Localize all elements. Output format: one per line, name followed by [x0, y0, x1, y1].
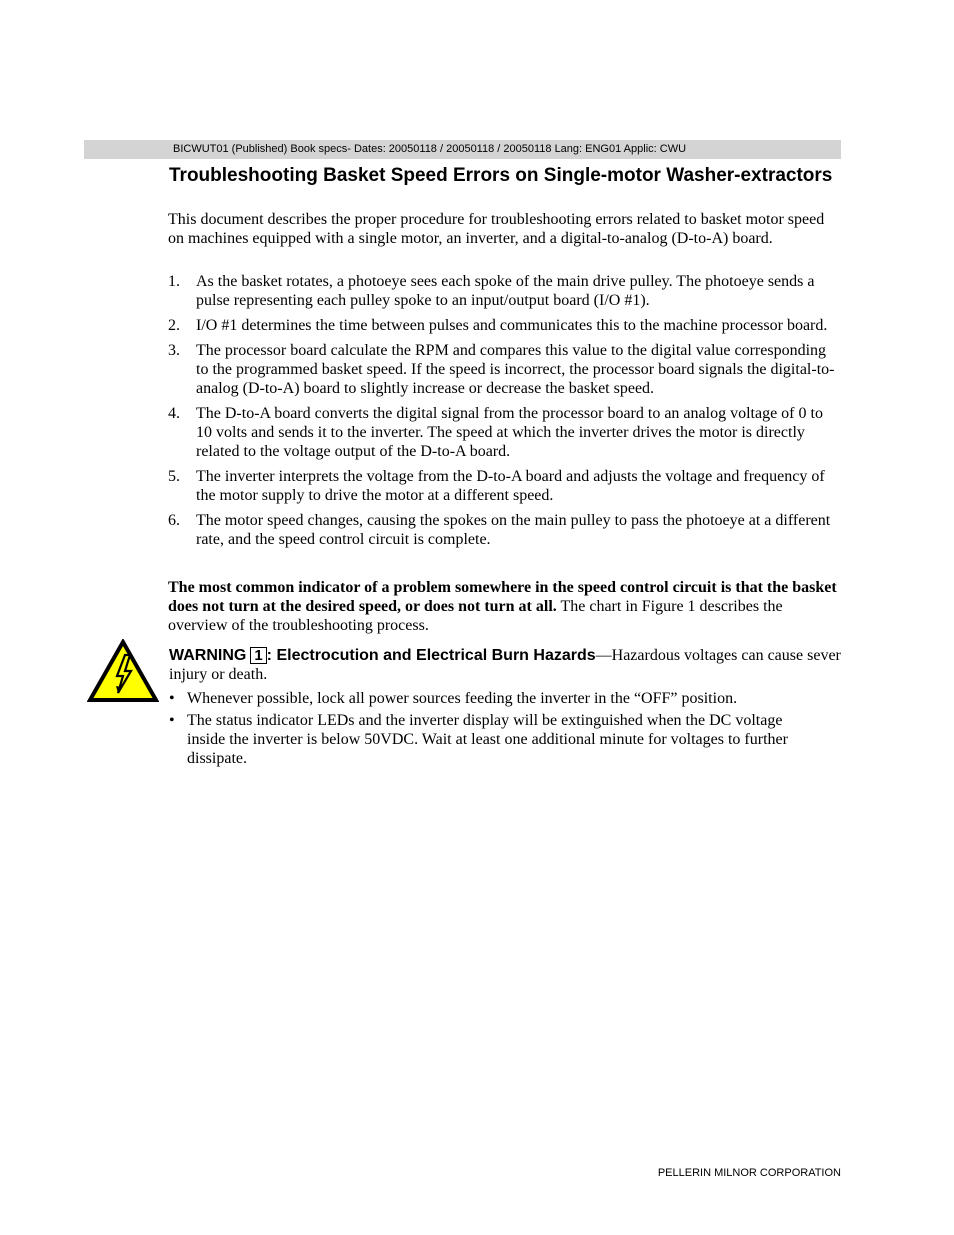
list-item	[168, 467, 842, 505]
warning-heading	[169, 646, 841, 684]
step-number: 4.	[168, 405, 180, 422]
list-item	[168, 404, 842, 461]
step-text: I/O #1 determines the time between pulses and communicates this to the machine processor board.	[196, 317, 828, 334]
step-number: 2.	[168, 317, 180, 334]
summary-bold-text: The most common indicator of a problem somewhere in the speed control circuit is that the basket does not turn at the desired speed, or does not turn at all.	[168, 579, 837, 615]
warning-title: : Electrocution and Electrical Burn Hazards	[266, 647, 596, 664]
electrical-hazard-icon	[87, 639, 159, 703]
summary-paragraph	[168, 578, 842, 635]
step-number: 3.	[168, 342, 180, 359]
bullet-text: Whenever possible, lock all power sources feeding the inverter in the “OFF” position.	[187, 690, 738, 707]
procedure-steps	[168, 272, 842, 555]
warning-label: WARNING	[169, 647, 247, 664]
summary-text: The chart in Figure 1 describes the overview of the troubleshooting process.	[168, 598, 783, 634]
step-text: The inverter interprets the voltage from the D-to-A board and adjusts the voltage and frequency of the motor supply to drive the motor at a different speed.	[196, 468, 825, 504]
document-meta-bar	[84, 140, 841, 159]
page-title: Troubleshooting Basket Speed Errors on Single-motor Washer-extractors	[169, 165, 833, 186]
intro-paragraph: This document describes the proper procedure for troubleshooting errors related to basket motor speed on machines equipped with a single motor, an inverter, and a digital-to-analog (D-to-A) board.	[168, 211, 825, 247]
step-number: 1.	[168, 273, 180, 290]
warning-bullets	[169, 689, 789, 771]
step-number: 6.	[168, 512, 180, 529]
bullet-text: The status indicator LEDs and the inverter display will be extinguished when the DC voltage inside the inverter is below 50VDC. Wait at least one additional minute for voltages to further dissipate.	[187, 712, 788, 767]
document-meta-text: BICWUT01 (Published) Book specs- Dates: 20050118 / 20050118 / 20050118 Lang: ENG01 Applic: CWU	[173, 143, 687, 155]
bullet-icon: •	[169, 712, 175, 729]
step-text: As the basket rotates, a photoeye sees each spoke of the main drive pulley. The photoeye sends a pulse representing each pulley spoke to an input/output board (I/O #1).	[196, 273, 815, 309]
list-item	[168, 316, 842, 335]
list-item	[168, 272, 842, 310]
bullet-icon: •	[169, 690, 175, 707]
step-text: The D-to-A board converts the digital signal from the processor board to an analog voltage of 0 to 10 volts and sends it to the inverter. The speed at which the inverter drives the motor is directly related to the voltage output of the D-to-A board.	[196, 405, 823, 460]
step-number: 5.	[168, 468, 180, 485]
warning-text: —Hazardous voltages can cause sever injury or death.	[169, 647, 841, 683]
step-text: The processor board calculate the RPM and compares this value to the digital value corresponding to the programmed basket speed. If the speed is incorrect, the processor board signals the digital-to-analog (D-to-A) board to slightly increase or decrease the basket speed.	[196, 342, 835, 397]
list-item	[168, 341, 842, 398]
step-text: The motor speed changes, causing the spokes on the main pulley to pass the photoeye at a different rate, and the speed control circuit is complete.	[196, 512, 831, 548]
list-item	[168, 511, 842, 549]
list-item	[169, 689, 789, 708]
warning-number: 1	[250, 647, 266, 664]
list-item	[169, 711, 789, 768]
footer-company: PELLERIN MILNOR CORPORATION	[657, 1167, 841, 1179]
